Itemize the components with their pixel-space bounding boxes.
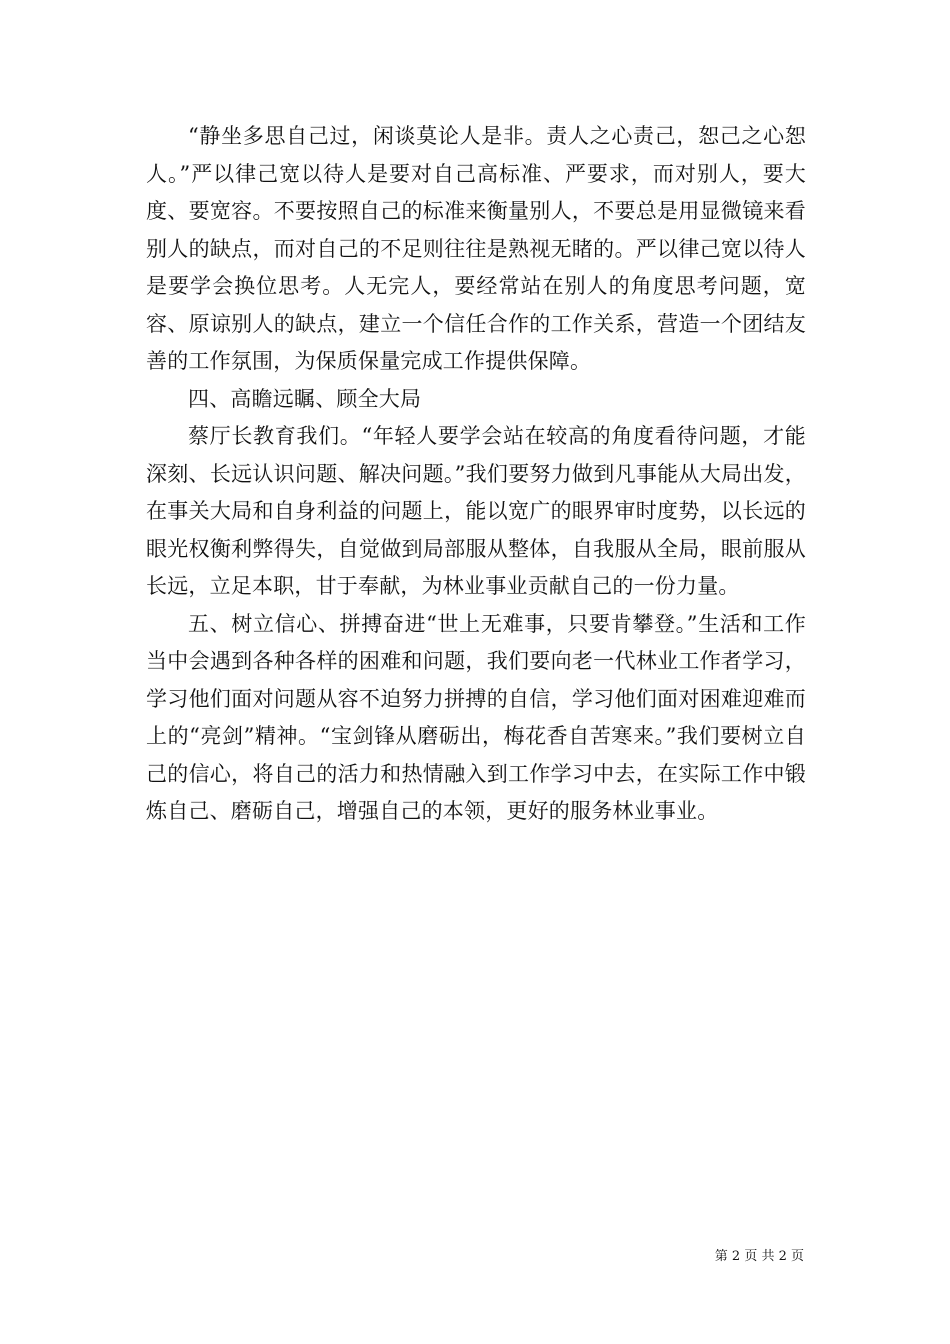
section-heading-four: 四、高瞻远瞩、顾全大局: [188, 386, 422, 411]
paragraph-big-picture: 蔡厅长教育我们。“年轻人要学会站在较高的角度看待问题，才能深刻、长远认识问题、解决问题。”我们要努力做到凡事能从大局出发，在事关大局和自身利益的问题上，能以宽广的眼界审时度势，以长远的眼光权衡利弊得失，自觉做到局部服从整体，自我服从全局，眼前服从长远，立足本职，甘于奉献，为林业事业贡献自己的一份力量。: [146, 424, 806, 598]
page-number-footer: 第 2 页 共 2 页: [714, 1249, 804, 1264]
paragraph-confidence: 五、树立信心、拼搏奋进“世上无难事，只要肯攀登。”生活和工作当中会遇到各种各样的困难和问题，我们要向老一代林业工作者学习，学习他们面对问题从容不迫努力拼搏的自信，学习他们面对困难迎难而上的“亮剑”精神。“宝剑锋从磨砺出，梅花香自苦寒来。”我们要树立自己的信心，将自己的活力和热情融入到工作学习中去，在实际工作中锻炼自己、磨砺自己，增强自己的本领，更好的服务林业事业。: [146, 611, 806, 823]
document-body: [146, 118, 806, 831]
paragraph-tolerance: “静坐多思自己过，闲谈莫论人是非。责人之心责己，恕己之心恕人。”严以律己宽以待人是要对自己高标准、严要求，而对别人，要大度、要宽容。不要按照自己的标准来衡量别人，不要总是用显微镜来看别人的缺点，而对自己的不足则往往是熟视无睹的。严以律己宽以待人是要学会换位思考。人无完人，要经常站在别人的角度思考问题，宽容、原谅别人的缺点，建立一个信任合作的工作关系，营造一个团结友善的工作氛围，为保质保量完成工作提供保障。: [146, 124, 806, 373]
